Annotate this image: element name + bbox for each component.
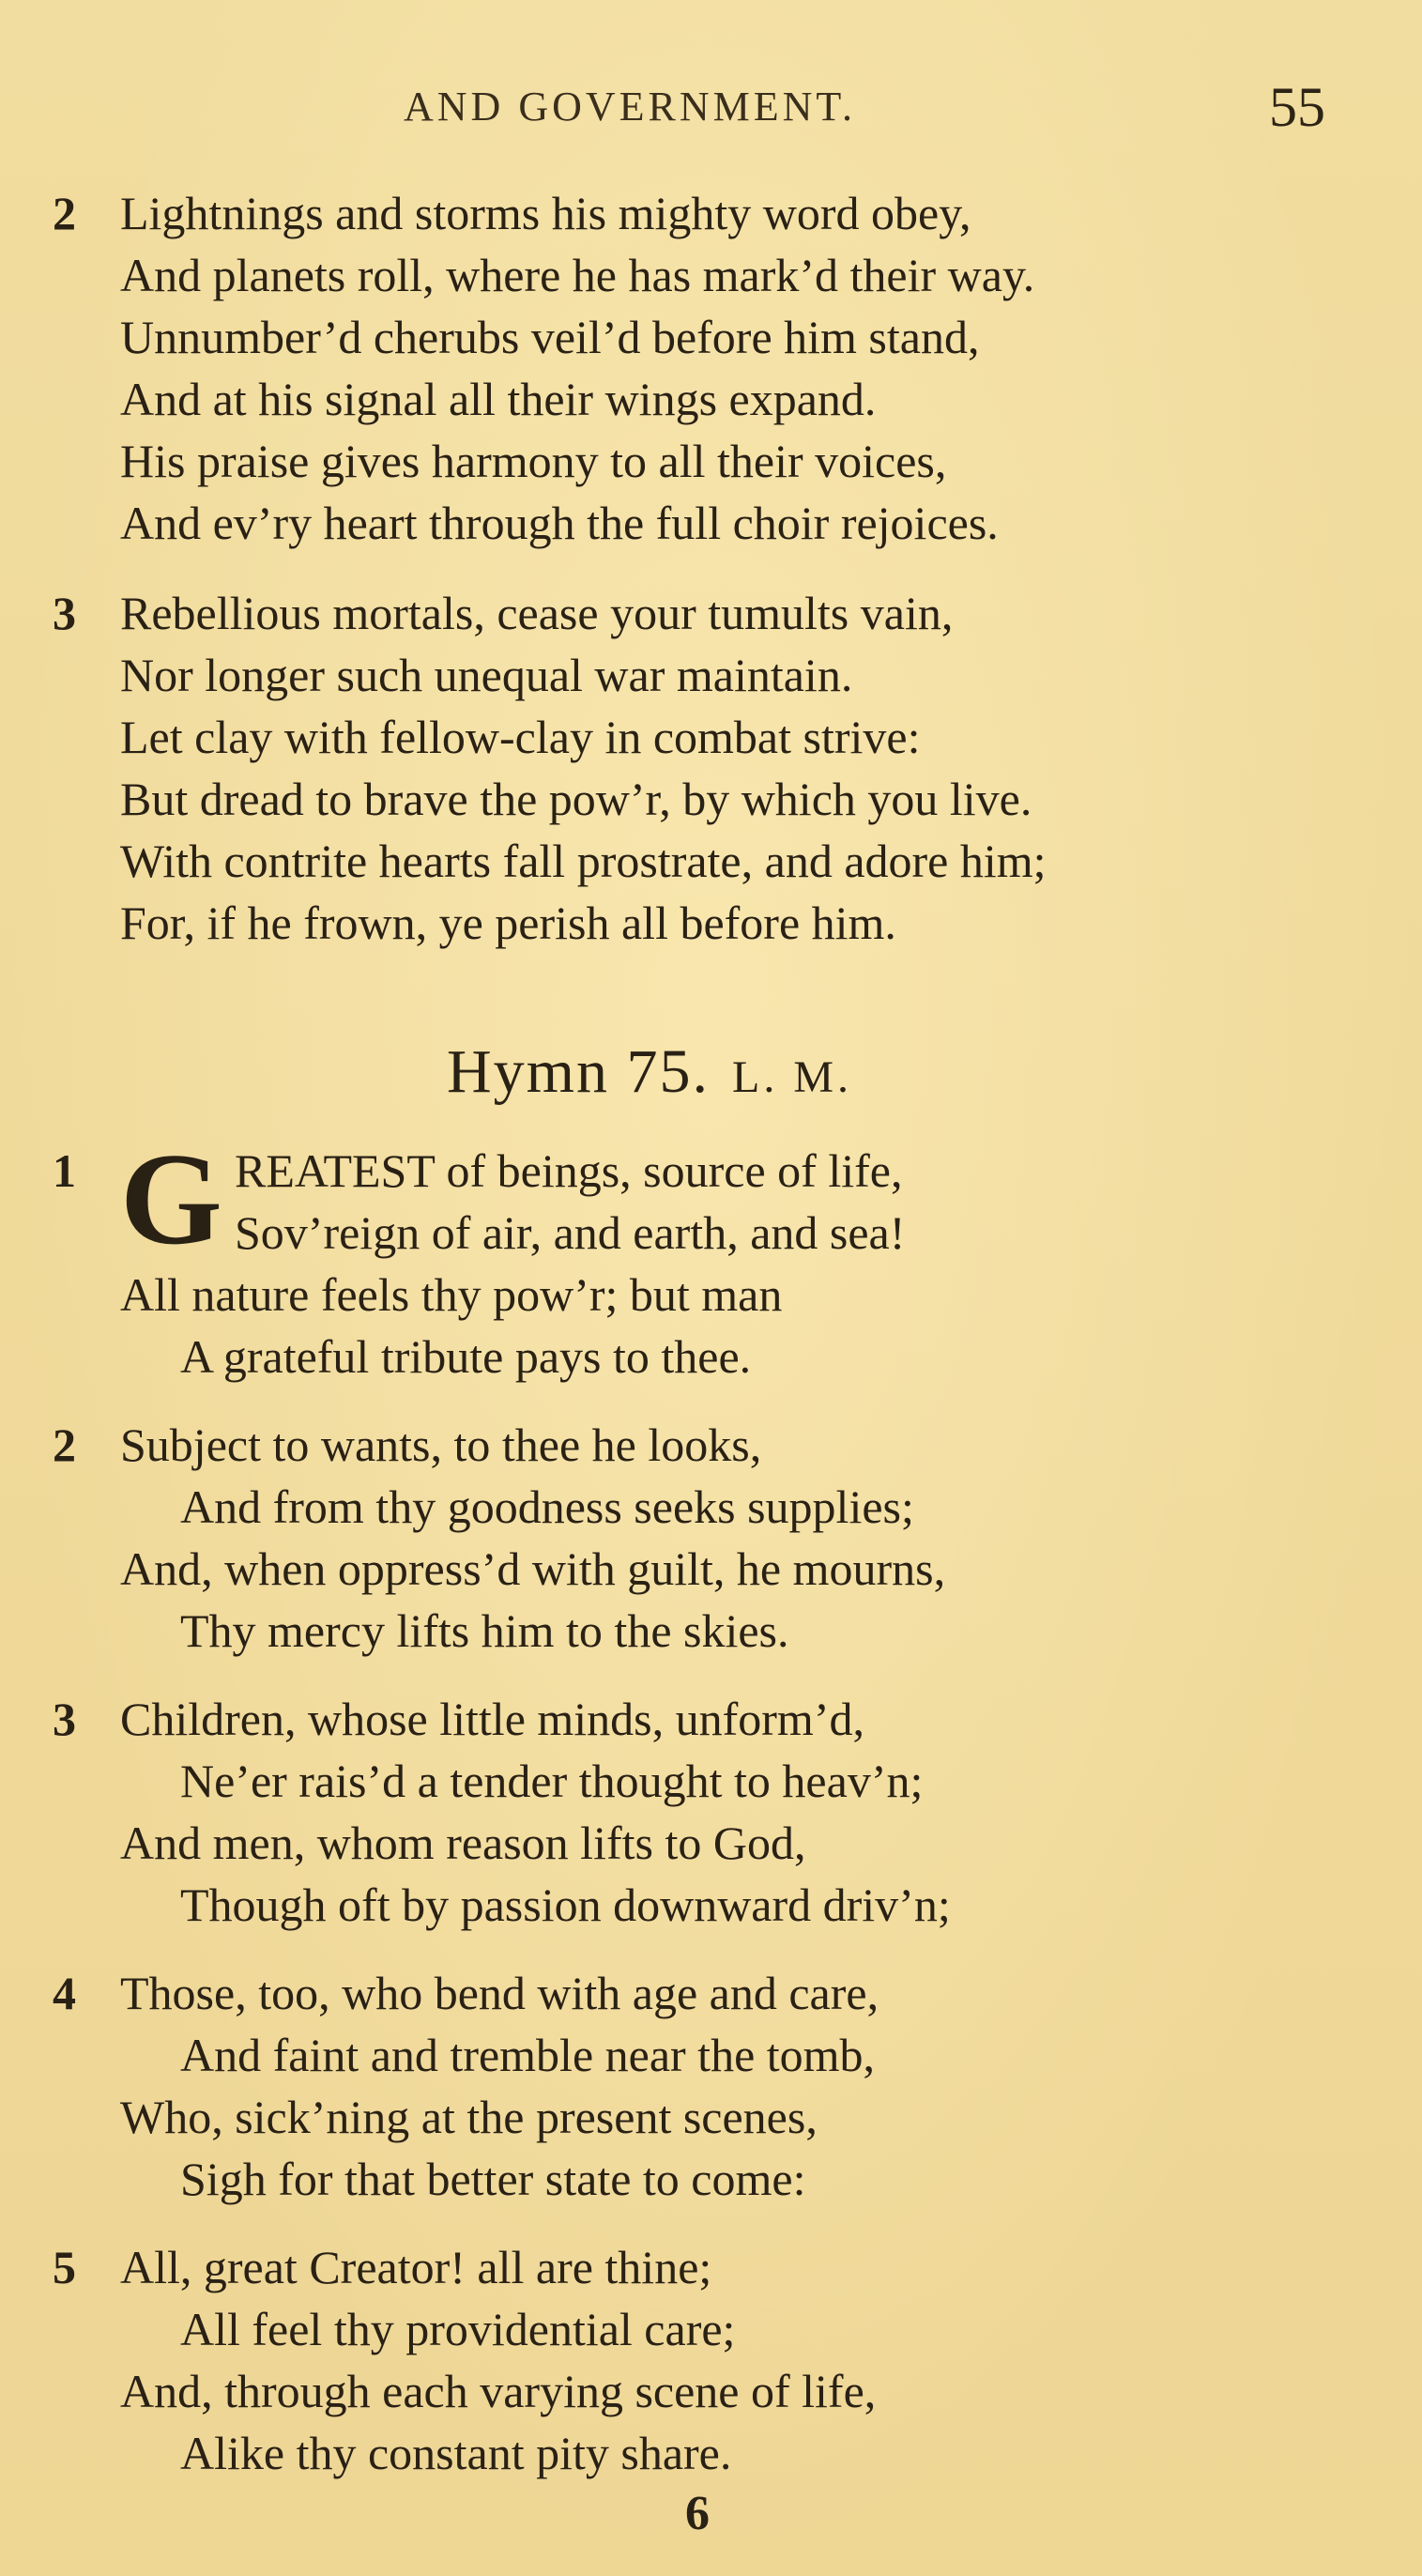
verse-number: 1	[53, 1144, 76, 1197]
verse-line: And faint and tremble near the tomb,	[180, 2029, 876, 2081]
hymn-meter: L. M.	[732, 1052, 852, 1102]
verse-line: Lightnings and storms his mighty word obey,	[120, 187, 971, 239]
verse-number: 2	[53, 187, 76, 239]
verse-line: All, great Creator! all are thine;	[120, 2241, 712, 2293]
verse-line: A grateful tribute pays to thee.	[180, 1330, 752, 1383]
verse-line: Let clay with fellow-clay in combat strive:	[120, 711, 921, 763]
verse-line: His praise gives harmony to all their voices,	[120, 435, 947, 487]
verse-line: Though oft by passion downward driv’n;	[180, 1878, 951, 1931]
verse-line: Alike thy constant pity share.	[180, 2427, 732, 2479]
verse-line: And planets roll, where he has mark’d their way.	[120, 249, 1035, 301]
verse-line: REATEST of beings, source of life,	[235, 1144, 903, 1197]
verse-number: 3	[53, 1693, 76, 1745]
verse-line: And, when oppress’d with guilt, he mourns,	[120, 1542, 946, 1595]
verse-line: And from thy goodness seeks supplies;	[180, 1480, 914, 1533]
verse-line: All nature feels thy pow’r; but man	[120, 1268, 783, 1321]
verse-line: And ev’ry heart through the full choir rejoices.	[120, 497, 999, 549]
verse-line: With contrite hearts fall prostrate, and adore him;	[120, 835, 1047, 887]
verse-line: Who, sick’ning at the present scenes,	[120, 2091, 818, 2143]
verse-line: Rebellious mortals, cease your tumults vain,	[120, 587, 954, 639]
hymn-title	[447, 1036, 852, 1108]
verse-number: 5	[53, 2241, 76, 2293]
verse-line: But dread to brave the pow’r, by which you live.	[120, 773, 1032, 825]
verse-line: Thy mercy lifts him to the skies.	[180, 1604, 789, 1657]
page-number: 55	[1269, 76, 1325, 138]
verse-line: And men, whom reason lifts to God,	[120, 1817, 806, 1869]
verse-line: Those, too, who bend with age and care,	[120, 1967, 879, 2019]
verse-line: All feel thy providential care;	[180, 2303, 736, 2355]
verse-line: Unnumber’d cherubs veil’d before him stand,	[120, 311, 980, 363]
verse-number: 3	[53, 587, 76, 639]
verse-line: For, if he frown, ye perish all before him.	[120, 897, 896, 949]
running-head: AND GOVERNMENT.	[404, 84, 857, 130]
verse-line: Children, whose little minds, unform’d,	[120, 1693, 864, 1745]
signature-mark: 6	[685, 2487, 710, 2540]
verse-line: Sov’reign of air, and earth, and sea!	[235, 1206, 906, 1259]
verse-number: 4	[53, 1967, 76, 2019]
verse-line: And at his signal all their wings expand.	[120, 373, 877, 425]
drop-cap: G	[120, 1127, 222, 1272]
verse-line: Sigh for that better state to come:	[180, 2153, 806, 2205]
hymn-number: Hymn 75.	[447, 1037, 710, 1106]
verse-line: Nor longer such unequal war maintain.	[120, 649, 853, 701]
verse-line: And, through each varying scene of life,	[120, 2365, 877, 2417]
verse-line: Subject to wants, to thee he looks,	[120, 1418, 762, 1471]
verse-number: 2	[53, 1418, 76, 1471]
verse-line: Ne’er rais’d a tender thought to heav’n;	[180, 1755, 924, 1807]
